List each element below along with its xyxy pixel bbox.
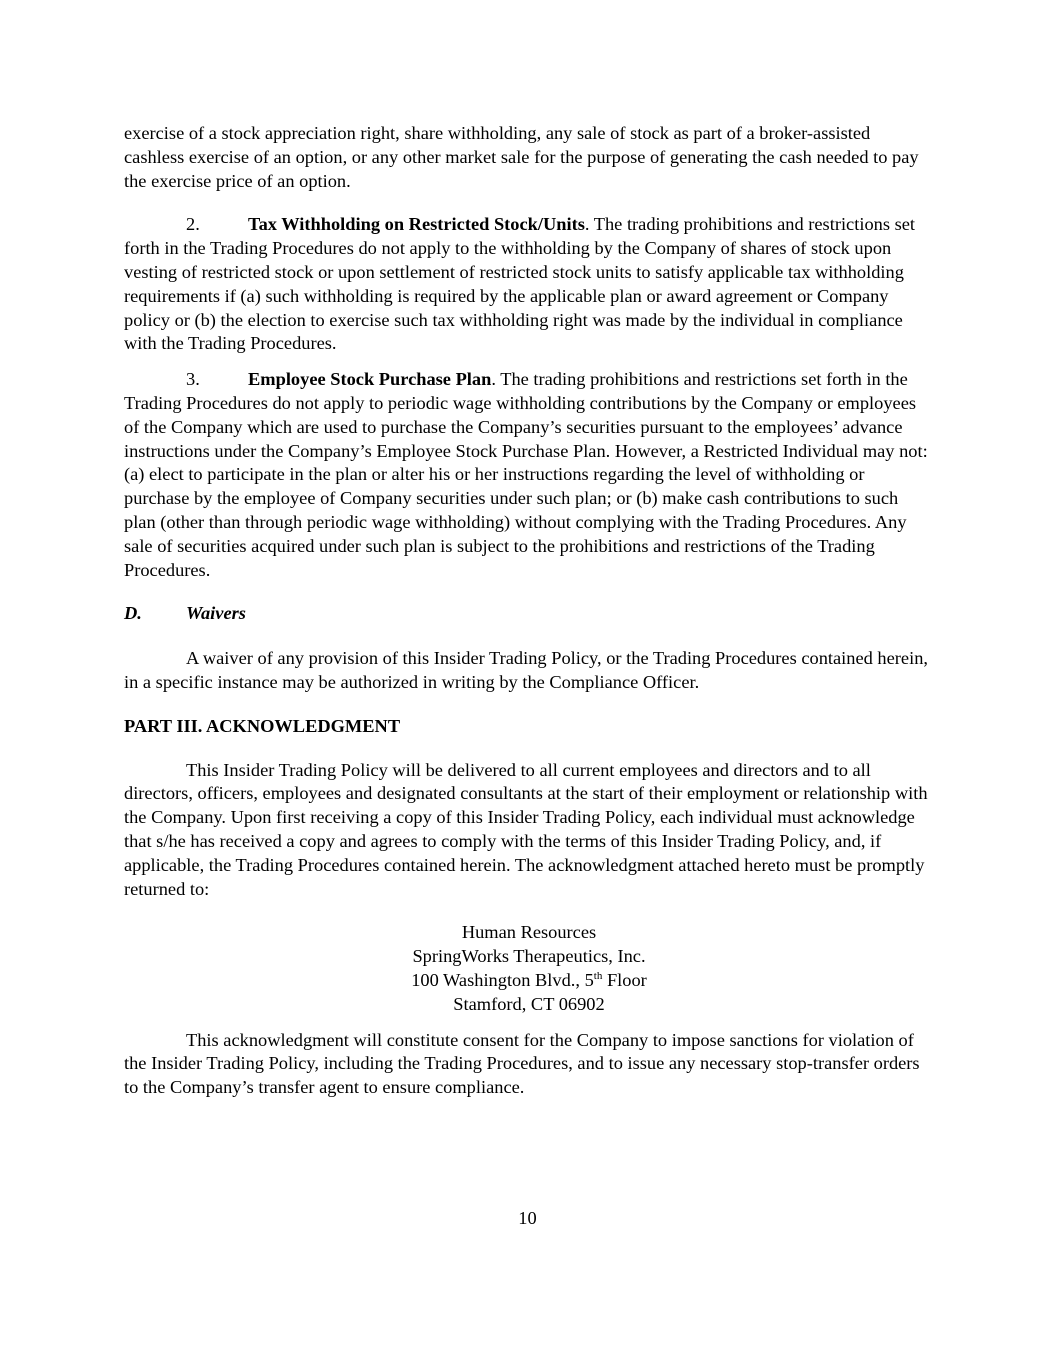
waivers-paragraph: A waiver of any provision of this Insider Trading Policy, or the Trading Procedures contained herein, in a specific instance may be authorized in writing by the Compliance Officer. bbox=[124, 648, 928, 692]
address-street-superscript: th bbox=[593, 969, 603, 982]
continuation-paragraph: exercise of a stock appreciation right, share withholding, any sale of stock as part of a broker-assisted cashless exercise of an option, or any other market sale for the purpose of generating the cash needed to pay the exercise price of an option. bbox=[124, 123, 919, 191]
item-3-paragraph bbox=[124, 368, 934, 582]
section-d-heading bbox=[124, 602, 934, 626]
mailing-address bbox=[124, 921, 934, 1016]
item-3-number: 3. bbox=[186, 369, 200, 390]
document-body bbox=[124, 122, 934, 1120]
address-line-department: Human Resources bbox=[461, 922, 597, 943]
item-2-body: . The trading prohibitions and restrictions set forth in the Trading Procedures do not apply to the withholding by the Company of shares of stock upon vesting of restricted stock or upon settlement of restricted stock units to satisfy applicable tax withholding requirements if (a) such withholding is required by the applicable plan or award agreement or Company policy or (b) the election to exercise such tax withholding right was made by the individual in compliance with the Trading Procedures. bbox=[124, 214, 916, 354]
address-line-street bbox=[124, 969, 934, 993]
item-2-title: Tax Withholding on Restricted Stock/Units bbox=[248, 214, 585, 235]
section-d-title: Waivers bbox=[186, 603, 246, 624]
address-street-suffix: Floor bbox=[602, 969, 647, 990]
part-iii-heading: PART III. ACKNOWLEDGMENT bbox=[124, 715, 401, 736]
acknowledgment-paragraph: This Insider Trading Policy will be delivered to all current employees and directors and to all directors, officers, employees and designated consultants at the start of their employment or relationship with the Company. Upon first receiving a copy of this Insider Trading Policy, each individual must acknowledge that s/he has received a copy and agrees to comply with the terms of this Insider Trading Policy, and, if applicable, the Trading Procedures contained herein. The acknowledgment attached hereto must be promptly returned to: bbox=[124, 759, 928, 899]
item-3-title: Employee Stock Purchase Plan bbox=[248, 369, 492, 390]
item-2-paragraph bbox=[124, 213, 934, 356]
address-line-city: Stamford, CT 06902 bbox=[453, 993, 605, 1014]
address-street-prefix: 100 Washington Blvd., 5 bbox=[411, 969, 594, 990]
consent-paragraph: This acknowledgment will constitute consent for the Company to impose sanctions for violation of the Insider Trading Policy, including the Trading Procedures, and to issue any necessary stop-transfer orders to the Company’s transfer agent to ensure compliance. bbox=[124, 1029, 920, 1098]
item-2-number: 2. bbox=[186, 214, 200, 235]
section-d-letter: D. bbox=[124, 603, 142, 624]
address-line-company: SpringWorks Therapeutics, Inc. bbox=[412, 946, 646, 967]
page-number: 10 bbox=[518, 1208, 537, 1228]
item-3-body: . The trading prohibitions and restrictions set forth in the Trading Procedures do not apply to periodic wage withholding contributions by the Company or employees of the Company which are used to purchase the Company’s securities pursuant to the employees’ advance instructions under the Company’s Employee Stock Purchase Plan. However, a Restricted Individual may not: (a) elect to participate in the plan or alter his or her instructions regarding the level of withholding or purchase by the employee of Company securities under such plan; or (b) make cash contributions to such plan (other than through periodic wage withholding) without complying with the Trading Procedures. Any sale of securities acquired under such plan is subject to the prohibitions and restrictions of the Trading Procedures. bbox=[124, 369, 928, 580]
